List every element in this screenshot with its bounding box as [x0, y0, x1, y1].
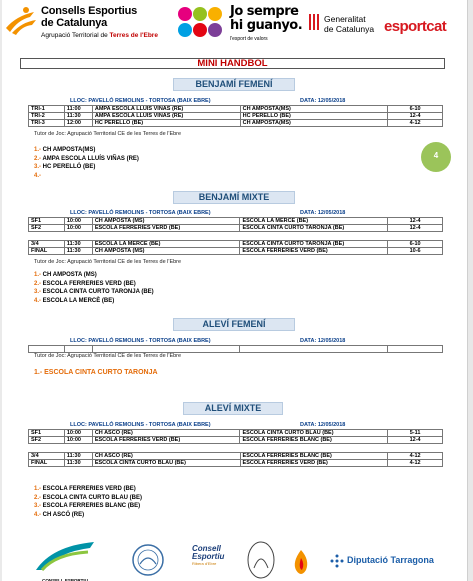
match-code: TRI-1	[29, 106, 65, 113]
tutor-text: Tutor de Joc: Agrupació Territorial CE de les Terres de l'Ebre	[34, 131, 182, 137]
consell-esportiu-logo	[32, 540, 98, 581]
ranking-position: 3.-	[34, 289, 42, 295]
table-row	[29, 437, 443, 444]
home-team: AMPA ESCOLA LLUÍS VIÑAS (RE)	[92, 106, 240, 113]
home-team: CH ASCÓ (RE)	[92, 453, 240, 460]
match-result: 12-4	[388, 113, 443, 120]
date-text: DATA: 12/05/2018	[300, 422, 346, 428]
match-time: 11:30	[64, 248, 92, 255]
consells-runner-icon	[4, 6, 38, 36]
ranking-item	[34, 511, 142, 520]
section-title-benjami-femeni: BENJAMÍ FEMENÍ	[173, 78, 295, 91]
consell-label-1: Consell	[192, 544, 221, 553]
home-team: HC PERELLÓ (BE)	[92, 120, 240, 127]
consell-swoosh-icon	[32, 540, 98, 572]
away-team: ESCOLA LA MERCÈ (BE)	[240, 218, 388, 225]
consells-sub-accent: Terres de l'Ebre	[109, 32, 158, 39]
matches-table	[28, 217, 443, 232]
away-team: HC PERELLÓ (BE)	[240, 113, 388, 120]
table-row	[29, 460, 443, 467]
colored-dots-icon	[178, 7, 228, 41]
esportcat-logo: esportcat	[384, 18, 447, 35]
date-text: DATA: 12/05/2018	[300, 210, 346, 216]
section-title-alevi-femeni: ALEVÍ FEMENÍ	[173, 318, 295, 331]
consell-label-2: Esportiu	[192, 552, 225, 561]
generalitat-line-2: de Catalunya	[324, 24, 375, 34]
match-code: 3/4	[29, 241, 65, 248]
away-team: CH AMPOSTA(MS)	[240, 106, 388, 113]
home-team: AMPA ESCOLA LLUÍS VIÑAS (RE)	[92, 113, 240, 120]
match-result: 4-12	[388, 460, 443, 467]
ranking-item	[34, 146, 139, 155]
consells-subtitle	[41, 32, 158, 39]
page-left-edge	[0, 0, 2, 581]
ranking-item	[34, 494, 142, 503]
match-time: 12:00	[64, 120, 92, 127]
ranking-team: ESCOLA CINTA CURTO TARONJA	[42, 369, 158, 376]
home-team: CH AMPOSTA (MS)	[92, 248, 240, 255]
sports-emblem-icon	[246, 540, 276, 580]
ranking-item	[34, 172, 139, 181]
ranking-team: ESCOLA FERRERIES BLANC (BE)	[41, 503, 141, 509]
table-row	[29, 106, 443, 113]
ranking-team: ESCOLA CINTA CURTO BLAU (BE)	[41, 494, 143, 501]
match-time: 11:30	[64, 453, 92, 460]
consell-label-3: Ribera d'Ebre	[192, 561, 217, 566]
generalitat-logo	[308, 14, 380, 40]
jsh-line-1: Jo sempre	[230, 4, 299, 19]
ranking-team: CH AMPOSTA (MS)	[41, 272, 97, 278]
generalitat-line-1: Generalitat	[324, 14, 366, 24]
ranking-list	[34, 485, 142, 519]
ranking-list	[34, 271, 154, 305]
ranking-item	[34, 297, 154, 306]
ranking-item	[34, 271, 154, 280]
match-code: TRI-2	[29, 113, 65, 120]
match-result: 4-12	[388, 120, 443, 127]
home-team: ESCOLA LA MERCÈ (BE)	[92, 241, 240, 248]
table-row	[29, 218, 443, 225]
match-code: SF1	[29, 218, 65, 225]
page-header	[0, 0, 466, 50]
table-row	[29, 225, 443, 232]
vertical-scrollbar[interactable]	[467, 0, 473, 581]
jo-sempre-hi-guanyo-logo	[178, 5, 303, 43]
ranking-position: 4.-	[34, 511, 42, 518]
away-team: ESCOLA CINTA CURTO BLAU (BE)	[240, 430, 388, 437]
match-time: 10:00	[64, 430, 92, 437]
table-row	[29, 430, 443, 437]
away-team: ESCOLA CINTA CURTO TARONJA (BE)	[240, 225, 388, 232]
away-team: ESCOLA FERRERIES BLANC (BE)	[240, 453, 388, 460]
ranking-team: ESCOLA FERRERIES VERD (BE)	[41, 280, 136, 287]
date-text: DATA: 12/05/2018	[300, 98, 346, 104]
ranking-position: 2.-	[34, 155, 42, 162]
ranking-position: 2.-	[34, 494, 42, 501]
page-badge: 4	[421, 142, 451, 172]
senyera-icon	[308, 14, 320, 30]
tutor-text: Tutor de Joc: Agrupació Territorial CE de les Terres de l'Ebre	[34, 259, 182, 265]
ranking-team: ESCOLA CINTA CURTO TARONJA (BE)	[41, 289, 154, 295]
section-title-alevi-mixte: ALEVÍ MIXTE	[183, 402, 283, 415]
away-team: ESCOLA CINTA CURTO TARONJA (BE)	[240, 241, 388, 248]
consells-title-1: Consells Esportius	[41, 5, 138, 17]
away-team: ESCOLA FERRERIES BLANC (BE)	[240, 437, 388, 444]
finals-table	[28, 452, 443, 467]
location-text: LLOC: PAVELLÓ REMOLINS - TORTOSA (BAIX EBRE)	[70, 422, 211, 428]
match-code: SF2	[29, 225, 65, 232]
ranking-position: 2.-	[34, 280, 42, 287]
table-row	[29, 120, 443, 127]
location-text: LLOC: PAVELLÓ REMOLINS - TORTOSA (BAIX EBRE)	[70, 210, 211, 216]
consell-esportiu-label: CONSELL ESPORTIU	[42, 578, 88, 581]
home-team: ESCOLA CINTA CURTO BLAU (BE)	[92, 460, 240, 467]
document-title: MINI HANDBOL	[20, 58, 445, 69]
match-result: 5-11	[388, 430, 443, 437]
table-row	[29, 453, 443, 460]
section-title-benjami-mixte: BENJAMÍ MIXTE	[173, 191, 295, 204]
home-team: ESCOLA FERRERIES VERD (BE)	[92, 225, 240, 232]
match-time: 11:30	[64, 460, 92, 467]
finals-table	[28, 240, 443, 255]
location-text: LLOC: PAVELLÓ REMOLINS - TORTOSA (BAIX EBRE)	[70, 98, 211, 104]
match-result: 4-12	[388, 453, 443, 460]
away-team: ESCOLA FERRERIES VERD (BE)	[240, 460, 388, 467]
consells-title-2: de Catalunya	[41, 17, 108, 29]
table-row	[29, 113, 443, 120]
away-team: CH AMPOSTA(MS)	[240, 120, 388, 127]
ranking-item	[34, 485, 142, 494]
ranking-item	[34, 288, 154, 297]
jsh-line-2: hi guanyo.	[230, 18, 303, 33]
match-time: 10:00	[64, 218, 92, 225]
jsh-subtitle: l'esport de valors	[230, 36, 268, 42]
page-footer	[0, 540, 466, 581]
match-time: 10:00	[64, 225, 92, 232]
club-seal-icon	[131, 542, 165, 578]
matches-table	[28, 345, 443, 353]
match-result: 10-6	[388, 248, 443, 255]
diputacio-emblem-icon	[330, 554, 344, 568]
match-code: SF1	[29, 430, 65, 437]
diputacio-tarragona-label: Diputació Tarragona	[347, 555, 434, 565]
match-result: 12-4	[388, 225, 443, 232]
ranking-position: 1.-	[34, 147, 42, 153]
ranking-list	[34, 369, 158, 378]
ranking-position: 3.-	[34, 503, 42, 509]
ranking-position: 4.-	[34, 172, 42, 179]
home-team: ESCOLA FERRERIES VERD (BE)	[92, 437, 240, 444]
ranking-position: 3.-	[34, 164, 42, 170]
ranking-item	[34, 163, 139, 172]
ranking-team: CH ASCÓ (RE)	[41, 511, 85, 518]
match-code: SF2	[29, 437, 65, 444]
ranking-team: CH AMPOSTA(MS)	[41, 147, 96, 153]
location-text: LLOC: PAVELLÓ REMOLINS - TORTOSA (BAIX EBRE)	[70, 338, 211, 344]
match-code: 3/4	[29, 453, 65, 460]
date-text: DATA: 12/05/2018	[300, 338, 346, 344]
ranking-item	[34, 502, 142, 511]
ranking-team: ESCOLA FERRERIES VERD (BE)	[41, 486, 136, 492]
ranking-position: 4.-	[34, 297, 42, 304]
ranking-item	[34, 369, 158, 378]
ranking-position: 1.-	[34, 486, 42, 492]
consells-sub-prefix: Agrupació Territorial de	[41, 32, 108, 39]
ranking-list	[34, 146, 139, 180]
consells-esportius-logo	[4, 4, 169, 44]
table-row	[29, 248, 443, 255]
ranking-team: ESCOLA LA MERCÈ (BE)	[41, 297, 115, 304]
ranking-team: HC PERELLÓ (BE)	[41, 164, 96, 170]
consell-ribera-logo	[192, 544, 242, 578]
match-time: 11:30	[64, 241, 92, 248]
jsh-slogan	[230, 5, 302, 33]
ranking-team: AMPA ESCOLA LLUÍS VIÑAS (RE)	[41, 155, 139, 162]
match-result: 6-10	[388, 106, 443, 113]
match-time: 11:00	[64, 106, 92, 113]
matches-table	[28, 105, 443, 127]
match-time: 11:30	[64, 113, 92, 120]
ranking-position: 1.-	[34, 272, 42, 278]
ranking-item	[34, 280, 154, 289]
flame-logo-icon	[288, 548, 314, 578]
tutor-text: Tutor de Joc: Agrupació Territorial CE de les Terres de l'Ebre	[34, 353, 182, 359]
table-row	[29, 241, 443, 248]
match-code: FINAL	[29, 460, 65, 467]
match-code: FINAL	[29, 248, 65, 255]
match-result: 12-4	[388, 218, 443, 225]
match-result: 12-4	[388, 437, 443, 444]
home-team: CH ASCÓ (RE)	[92, 430, 240, 437]
match-time: 10:00	[64, 437, 92, 444]
table-row	[29, 346, 443, 353]
ranking-position: 1.-	[34, 369, 43, 376]
match-result: 6-10	[388, 241, 443, 248]
away-team: ESCOLA FERRERIES VERD (BE)	[240, 248, 388, 255]
matches-table	[28, 429, 443, 444]
match-code: TRI-3	[29, 120, 65, 127]
home-team: CH AMPOSTA (MS)	[92, 218, 240, 225]
ranking-item	[34, 155, 139, 164]
